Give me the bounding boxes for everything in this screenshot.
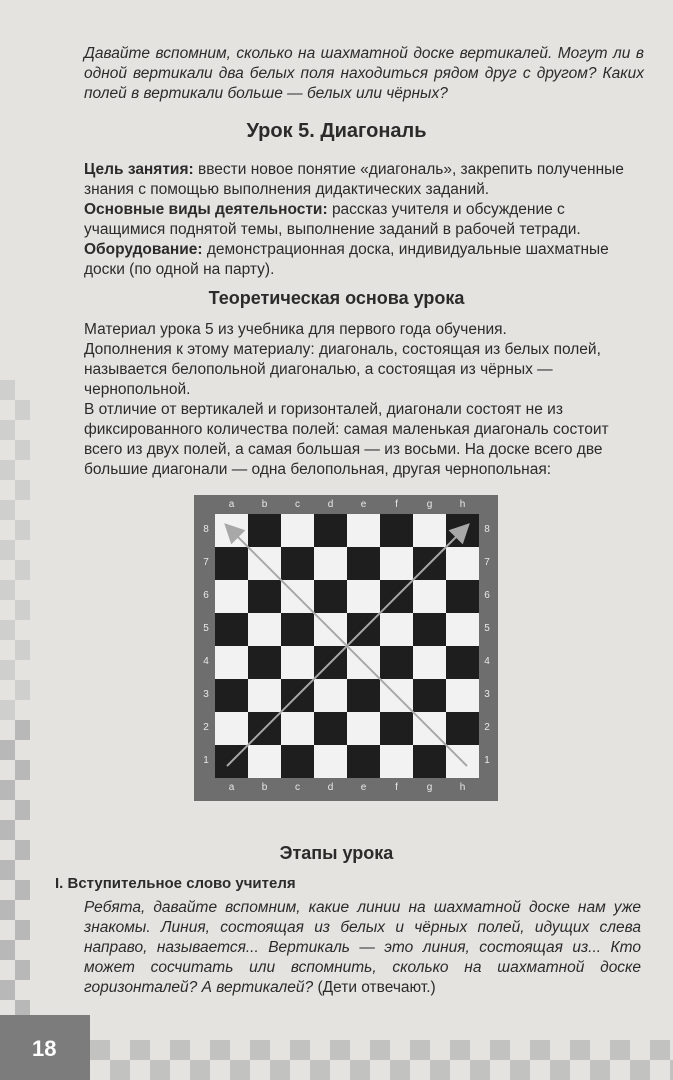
file-label-top: e (360, 499, 367, 510)
teacher-intro-text (84, 898, 641, 998)
theory-title: Теоретическая основа урока (208, 288, 465, 308)
decor-square (15, 960, 30, 980)
equipment-label: Оборудование: (84, 241, 203, 258)
decor-square (0, 740, 15, 760)
decor-square (550, 1060, 570, 1080)
file-label-bottom: h (459, 782, 466, 793)
decor-square (0, 780, 15, 800)
decor-square (0, 900, 15, 920)
rank-label-right: 2 (484, 722, 490, 733)
decor-square (290, 1040, 310, 1060)
goal-text: ввести новое понятие «диагональ», закрепить полученные знания с помощью выполнения дидактических заданий. (84, 161, 624, 198)
activities-label: Основные виды деятельности: (84, 201, 328, 218)
decor-square (510, 1060, 530, 1080)
decor-square (15, 440, 30, 460)
lesson-info (84, 160, 641, 280)
page-number: 18 (32, 1036, 57, 1061)
file-label-bottom: e (360, 782, 367, 793)
decor-square (0, 580, 15, 600)
goal-label: Цель занятия: (84, 161, 194, 178)
decor-square (0, 620, 15, 640)
decor-square (110, 1060, 130, 1080)
decor-square (0, 940, 15, 960)
rank-label-left: 2 (203, 722, 209, 733)
decor-square (610, 1040, 630, 1060)
file-label-top: f (395, 499, 398, 510)
decor-square (15, 400, 30, 420)
decor-square (15, 560, 30, 580)
theory-paragraph: В отличие от вертикалей и горизонталей, диагонали состоят не из фиксированного количества полей: самая маленькая диагональ состоит всего из двух полей, а самая большая — из восьми. На доске всего две большие диагонали — одна белопольная, другая чернопольная: (84, 401, 609, 478)
decor-square (650, 1040, 670, 1060)
file-label-bottom: b (261, 782, 268, 793)
diagonals-diagram (215, 514, 479, 778)
decor-square (230, 1060, 250, 1080)
decor-square (15, 640, 30, 660)
decor-square (15, 760, 30, 780)
rank-label-left: 5 (203, 623, 209, 634)
lesson-title: Урок 5. Диагональ (246, 120, 427, 142)
rank-label-left: 8 (203, 524, 209, 535)
decor-square (530, 1040, 550, 1060)
theory-text (84, 320, 641, 480)
file-label-top: a (228, 499, 235, 510)
decor-square (0, 700, 15, 720)
file-label-top: c (295, 499, 300, 510)
rank-label-left: 4 (203, 656, 209, 667)
decor-square (0, 860, 15, 880)
stages-title: Этапы урока (279, 843, 394, 863)
file-label-bottom: g (426, 782, 433, 793)
decor-square (90, 1040, 110, 1060)
equipment-text: демонстрационная доска, индивидуальные шахматные доски (по одной на парту). (84, 241, 609, 278)
decor-square (0, 420, 15, 440)
decor-square (150, 1060, 170, 1080)
section-title: I. Вступительное слово учителя (55, 875, 296, 892)
decor-square (130, 1040, 150, 1060)
decor-square (0, 980, 15, 1000)
decor-square (190, 1060, 210, 1080)
decor-square (0, 660, 15, 680)
decor-square (15, 600, 30, 620)
rank-label-left: 7 (203, 557, 209, 568)
rank-label-right: 3 (484, 689, 490, 700)
decor-square (170, 1040, 190, 1060)
decor-square (470, 1060, 490, 1080)
file-label-bottom: f (395, 782, 398, 793)
file-label-bottom: c (295, 782, 300, 793)
decor-square (250, 1040, 270, 1060)
equipment-line (84, 240, 641, 280)
theory-paragraph: Дополнения к этому материалу: диагональ, состоящая из белых полей, называется белопольной диагональю, а состоящая из чёрных — чернопольной. (84, 341, 601, 398)
decor-square (0, 820, 15, 840)
decor-square (350, 1060, 370, 1080)
checkered-margin-decoration (0, 380, 30, 1020)
decor-square (15, 720, 30, 740)
rank-label-left: 1 (203, 755, 209, 766)
decor-square (370, 1040, 390, 1060)
decor-square (0, 380, 15, 400)
decor-square (590, 1060, 610, 1080)
teacher-speech: Ребята, давайте вспомним, какие линии на шахматной доске нам уже знакомы. Линия, состоящая из белых и чёрных полей, идущих слева направо, называется... Вертикаль — это линия, состоящая из... Кто может сосчитать или вспомнить, сколько на шахматной доске горизонталей? А вертикалей? (84, 899, 641, 996)
file-label-bottom: d (327, 782, 334, 793)
children-answer-note: (Дети отвечают.) (317, 979, 436, 996)
rank-label-left: 3 (203, 689, 209, 700)
decor-square (15, 680, 30, 700)
decor-square (390, 1060, 410, 1080)
file-label-top: b (261, 499, 268, 510)
rank-label-right: 7 (484, 557, 490, 568)
decor-square (15, 480, 30, 500)
decor-square (310, 1060, 330, 1080)
decor-square (430, 1060, 450, 1080)
file-label-top: h (459, 499, 466, 510)
rank-label-right: 4 (484, 656, 490, 667)
goal-line (84, 160, 641, 200)
decor-square (0, 460, 15, 480)
decor-square (15, 800, 30, 820)
rank-label-right: 8 (484, 524, 490, 535)
rank-label-right: 5 (484, 623, 490, 634)
file-label-top: d (327, 499, 334, 510)
file-label-top: g (426, 499, 433, 510)
decor-square (15, 520, 30, 540)
decor-square (570, 1040, 590, 1060)
decor-square (490, 1040, 510, 1060)
file-label-bottom: a (228, 782, 235, 793)
decor-square (450, 1040, 470, 1060)
checkered-footer-decoration (90, 1040, 673, 1080)
decor-square (15, 880, 30, 900)
decor-square (630, 1060, 650, 1080)
activities-line (84, 200, 641, 240)
rank-label-right: 1 (484, 755, 490, 766)
decor-square (410, 1040, 430, 1060)
decor-square (15, 920, 30, 940)
decor-square (0, 500, 15, 520)
intro-question: Давайте вспомним, сколько на шахматной доске вертикалей. Могут ли в одной вертикали два белых поля находиться рядом друг с другом? Каких полей в вертикали больше — белых или чёрных? (84, 45, 644, 102)
theory-paragraph: Материал урока 5 из учебника для первого года обучения. (84, 321, 507, 338)
rank-label-left: 6 (203, 590, 209, 601)
decor-square (210, 1040, 230, 1060)
decor-square (15, 840, 30, 860)
rank-label-right: 6 (484, 590, 490, 601)
decor-square (270, 1060, 290, 1080)
activities-text: рассказ учителя и обсуждение с учащимися поднятой темы, выполнение заданий в рабочей тетради. (84, 201, 581, 238)
decor-square (0, 540, 15, 560)
decor-square (330, 1040, 350, 1060)
